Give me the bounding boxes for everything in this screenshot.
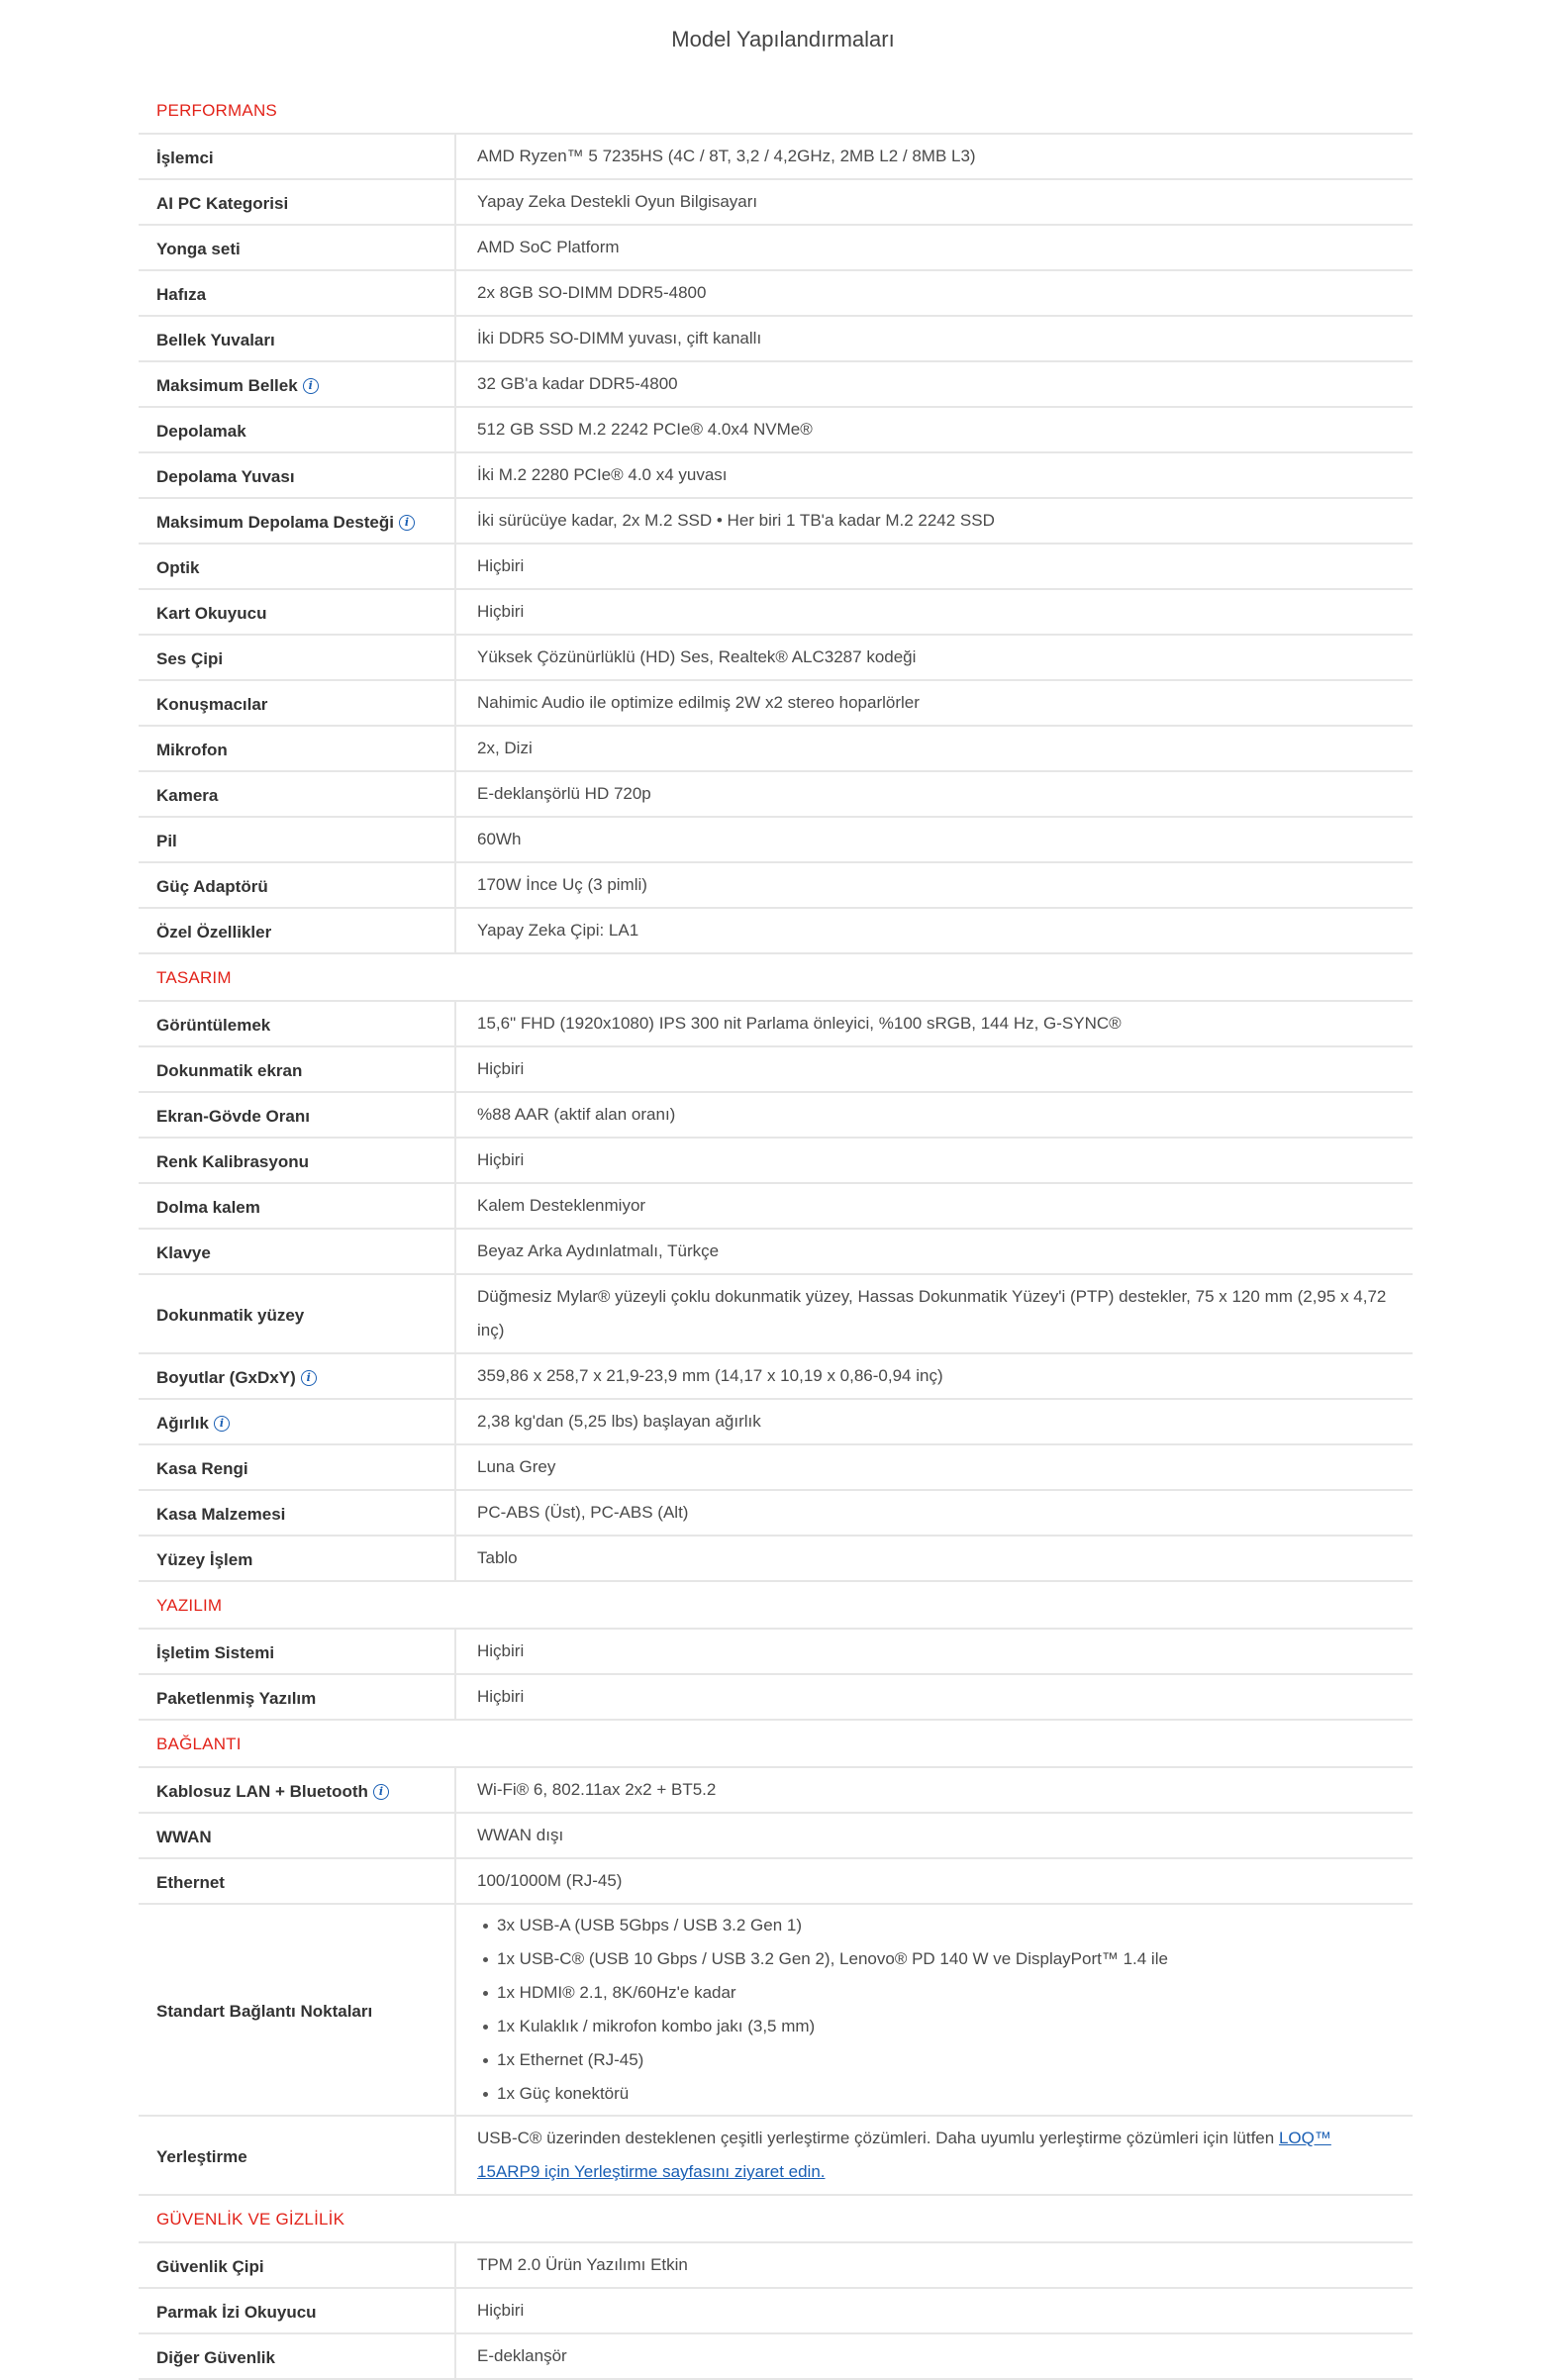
- spec-value: Beyaz Arka Aydınlatmalı, Türkçe: [477, 1241, 720, 1260]
- spec-label: [139, 1047, 456, 1091]
- spec-label-text: Yüzey İşlem: [156, 1550, 253, 1569]
- spec-value: Luna Grey: [477, 1457, 556, 1476]
- spec-label-text: Güvenlik Çipi: [156, 2257, 264, 2276]
- spec-label-text: Yonga seti: [156, 240, 241, 258]
- spec-value: WWAN dışı: [477, 1826, 564, 1844]
- spec-label: [139, 1093, 456, 1137]
- page-title: Model Yapılandırmaları: [671, 27, 895, 51]
- spec-value: 60Wh: [477, 830, 522, 848]
- section-security: [139, 2243, 1413, 2380]
- spec-label: [139, 499, 456, 543]
- spec-value: Yapay Zeka Çipi: LA1: [477, 921, 639, 940]
- spec-label-text: Dokunmatik ekran: [156, 1061, 303, 1080]
- spec-value: 170W İnce Uç (3 pimli): [477, 875, 647, 894]
- spec-label: [139, 1002, 456, 1045]
- spec-label-text: Mikrofon: [156, 741, 228, 759]
- spec-label: [139, 1400, 456, 1443]
- spec-label: [139, 727, 456, 770]
- spec-label-text: Ekran-Gövde Oranı: [156, 1107, 310, 1126]
- spec-value: Hiçbiri: [477, 556, 525, 575]
- spec-row: [139, 1139, 1413, 1184]
- spec-row: [139, 863, 1413, 909]
- spec-label: [139, 1675, 456, 1719]
- spec-value: İki sürücüye kadar, 2x M.2 SSD • Her biri 1 TB'a kadar M.2 2242 SSD: [477, 511, 995, 530]
- spec-label: Standart Bağlantı Noktaları: [139, 1905, 456, 2115]
- spec-row: [139, 909, 1413, 954]
- spec-value: 359,86 x 258,7 x 21,9-23,9 mm (14,17 x 10,19 x 0,86-0,94 inç): [477, 1366, 943, 1385]
- spec-value: 32 GB'a kadar DDR5-4800: [477, 374, 678, 393]
- spec-label-text: Görüntülemek: [156, 1016, 271, 1035]
- spec-row: [139, 1047, 1413, 1093]
- spec-label-text: Pil: [156, 832, 177, 850]
- list-item: 3x USB-A (USB 5Gbps / USB 3.2 Gen 1): [497, 1909, 1168, 1942]
- spec-row: [139, 317, 1413, 362]
- spec-label: [139, 772, 456, 816]
- spec-label: [139, 1814, 456, 1857]
- spec-row: [139, 362, 1413, 408]
- spec-value: İki M.2 2280 PCIe® 4.0 x4 yuvası: [477, 465, 728, 484]
- spec-value: 2,38 kg'dan (5,25 lbs) başlayan ağırlık: [477, 1412, 761, 1431]
- spec-value: Yüksek Çözünürlüklü (HD) Ses, Realtek® ALC3287 kodeği: [477, 647, 917, 666]
- spec-label-text: Kart Okuyucu: [156, 604, 267, 623]
- info-icon[interactable]: i: [303, 378, 319, 394]
- spec-value: [456, 2117, 1413, 2194]
- spec-row: [139, 1537, 1413, 1582]
- spec-value: Hiçbiri: [477, 602, 525, 621]
- info-icon[interactable]: i: [214, 1416, 230, 1432]
- spec-value: Nahimic Audio ile optimize edilmiş 2W x2 stereo hoparlörler: [477, 693, 920, 712]
- spec-label: [139, 2243, 456, 2287]
- spec-label-text: Hafıza: [156, 285, 207, 304]
- spec-row: [139, 1630, 1413, 1675]
- section-software: [139, 1630, 1413, 1721]
- spec-label-text: WWAN: [156, 1828, 212, 1846]
- spec-value: Hiçbiri: [477, 1687, 525, 1706]
- spec-value: İki DDR5 SO-DIMM yuvası, çift kanallı: [477, 329, 762, 347]
- section-design: [139, 1002, 1413, 1582]
- spec-value: 2x 8GB SO-DIMM DDR5-4800: [477, 283, 707, 302]
- spec-row: [139, 408, 1413, 453]
- section-heading-performance: PERFORMANS: [139, 87, 1413, 135]
- spec-label-text: Maksimum Depolama Desteği: [156, 513, 394, 532]
- list-item: 1x HDMI® 2.1, 8K/60Hz'e kadar: [497, 1976, 1168, 2010]
- spec-label: [139, 2289, 456, 2332]
- spec-label: [139, 1184, 456, 1228]
- spec-value: E-deklanşör: [477, 2346, 567, 2365]
- ports-list: [477, 1905, 1168, 2115]
- spec-label-text: Parmak İzi Okuyucu: [156, 2303, 317, 2322]
- section-heading-design: TASARIM: [139, 954, 1413, 1002]
- spec-label-text: Güç Adaptörü: [156, 877, 268, 896]
- spec-label: [139, 1491, 456, 1535]
- spec-label: [139, 1230, 456, 1273]
- spec-label: [139, 1354, 456, 1398]
- spec-row: [139, 818, 1413, 863]
- spec-row-docking: [139, 2117, 1413, 2196]
- spec-label-text: Konuşmacılar: [156, 695, 268, 714]
- spec-label-text: AI PC Kategorisi: [156, 194, 289, 213]
- spec-label-text: Optik: [156, 558, 200, 577]
- spec-value: Hiçbiri: [477, 2301, 525, 2320]
- spec-row: [139, 1275, 1413, 1354]
- spec-label-text: Dokunmatik yüzey: [156, 1306, 305, 1325]
- section-performance: [139, 135, 1413, 954]
- spec-row: [139, 636, 1413, 681]
- spec-value: 15,6" FHD (1920x1080) IPS 300 nit Parlama önleyici, %100 sRGB, 144 Hz, G-SYNC®: [477, 1014, 1122, 1033]
- spec-label: [139, 681, 456, 725]
- spec-label: [139, 317, 456, 360]
- section-heading-software: YAZILIM: [139, 1582, 1413, 1630]
- spec-value: Hiçbiri: [477, 1641, 525, 1660]
- spec-row: [139, 2334, 1413, 2380]
- spec-label: [139, 1768, 456, 1812]
- spec-label: [139, 1139, 456, 1182]
- spec-label: [139, 1537, 456, 1580]
- spec-row: [139, 1400, 1413, 1445]
- spec-row: [139, 681, 1413, 727]
- section-heading-security: GÜVENLİK VE GİZLİLİK: [139, 2196, 1413, 2243]
- spec-row: [139, 271, 1413, 317]
- spec-label: [139, 1445, 456, 1489]
- spec-label: [139, 453, 456, 497]
- spec-label-text: Ağırlık: [156, 1414, 209, 1433]
- spec-label: [139, 636, 456, 679]
- spec-value: [456, 1905, 1413, 2115]
- section-connectivity: [139, 1768, 1413, 1905]
- spec-label-text: Bellek Yuvaları: [156, 331, 275, 349]
- spec-label-text: Klavye: [156, 1243, 211, 1262]
- spec-label: [139, 1859, 456, 1903]
- list-item: 1x USB-C® (USB 10 Gbps / USB 3.2 Gen 2), Lenovo® PD 140 W ve DisplayPort™ 1.4 ile: [497, 1942, 1168, 1976]
- spec-row: [139, 2289, 1413, 2334]
- spec-label-text: İşlemci: [156, 149, 214, 167]
- spec-label-text: Renk Kalibrasyonu: [156, 1152, 309, 1171]
- docking-page-link[interactable]: LOQ™ 15ARP9 için Yerleştirme sayfasını ziyaret edin.: [477, 2129, 1331, 2181]
- spec-value: AMD Ryzen™ 5 7235HS (4C / 8T, 3,2 / 4,2GHz, 2MB L2 / 8MB L3): [477, 147, 976, 165]
- spec-value: Hiçbiri: [477, 1059, 525, 1078]
- spec-label: [139, 909, 456, 952]
- spec-value: 512 GB SSD M.2 2242 PCIe® 4.0x4 NVMe®: [477, 420, 813, 439]
- spec-row: [139, 1491, 1413, 1537]
- spec-value: 2x, Dizi: [477, 739, 533, 757]
- spec-row: [139, 1859, 1413, 1905]
- spec-label: [139, 408, 456, 451]
- spec-row: [139, 226, 1413, 271]
- spec-value: E-deklanşörlü HD 720p: [477, 784, 651, 803]
- spec-value: Yapay Zeka Destekli Oyun Bilgisayarı: [477, 192, 758, 211]
- spec-label-text: Ses Çipi: [156, 649, 224, 668]
- spec-label: [139, 1275, 456, 1352]
- spec-label: [139, 1630, 456, 1673]
- spec-row: [139, 1768, 1413, 1814]
- spec-label-text: Kasa Rengi: [156, 1459, 248, 1478]
- spec-row: [139, 545, 1413, 590]
- spec-row: [139, 180, 1413, 226]
- spec-value: %88 AAR (aktif alan oranı): [477, 1105, 676, 1124]
- spec-label-text: Kamera: [156, 786, 219, 805]
- spec-row: [139, 1354, 1413, 1400]
- list-item: 1x Ethernet (RJ-45): [497, 2043, 1168, 2077]
- spec-label-text: Depolamak: [156, 422, 246, 441]
- spec-label: [139, 545, 456, 588]
- spec-label-text: Diğer Güvenlik: [156, 2348, 275, 2367]
- spec-label: [139, 590, 456, 634]
- spec-label: [139, 271, 456, 315]
- spec-value: Wi-Fi® 6, 802.11ax 2x2 + BT5.2: [477, 1780, 717, 1799]
- spec-row: [139, 2243, 1413, 2289]
- spec-label-text: Dolma kalem: [156, 1198, 260, 1217]
- section-heading-connectivity: BAĞLANTI: [139, 1721, 1413, 1768]
- spec-value: TPM 2.0 Ürün Yazılımı Etkin: [477, 2255, 688, 2274]
- spec-value: 100/1000M (RJ-45): [477, 1871, 623, 1890]
- spec-label: [139, 135, 456, 178]
- spec-row: [139, 499, 1413, 545]
- spec-label-text: Boyutlar (GxDxY): [156, 1368, 296, 1387]
- spec-label-text: Depolama Yuvası: [156, 467, 295, 486]
- spec-row: [139, 1445, 1413, 1491]
- spec-row: [139, 772, 1413, 818]
- spec-label-text: Ethernet: [156, 1873, 225, 1892]
- list-item: 1x Kulaklık / mikrofon kombo jakı (3,5 mm): [497, 2010, 1168, 2043]
- info-icon[interactable]: i: [373, 1784, 389, 1800]
- spec-label-text: Özel Özellikler: [156, 923, 272, 942]
- spec-label: [139, 818, 456, 861]
- spec-value: AMD SoC Platform: [477, 238, 620, 256]
- spec-row: [139, 1814, 1413, 1859]
- spec-label-text: İşletim Sistemi: [156, 1643, 275, 1662]
- spec-value: Hiçbiri: [477, 1150, 525, 1169]
- spec-label-text: Kablosuz LAN + Bluetooth: [156, 1782, 368, 1801]
- spec-value: PC-ABS (Üst), PC-ABS (Alt): [477, 1503, 689, 1522]
- spec-value: Düğmesiz Mylar® yüzeyli çoklu dokunmatik yüzey, Hassas Dokunmatik Yüzey'i (PTP) destekler, 75 x 120 mm (2,95 x 4,72 inç): [477, 1287, 1387, 1339]
- spec-row: [139, 1675, 1413, 1721]
- spec-row-ports: [139, 1905, 1413, 2117]
- docking-text: USB-C® üzerinden desteklenen çeşitli yerleştirme çözümleri. Daha uyumlu yerleştirme çözümleri için lütfen: [477, 2129, 1279, 2147]
- spec-row: [139, 453, 1413, 499]
- spec-label-text: Kasa Malzemesi: [156, 1505, 286, 1524]
- spec-row: [139, 1093, 1413, 1139]
- spec-value: Kalem Desteklenmiyor: [477, 1196, 646, 1215]
- info-icon[interactable]: i: [399, 515, 415, 531]
- spec-label-text: Maksimum Bellek: [156, 376, 298, 395]
- spec-label: [139, 226, 456, 269]
- spec-row: [139, 727, 1413, 772]
- info-icon[interactable]: i: [301, 1370, 317, 1386]
- spec-label: [139, 362, 456, 406]
- spec-row: [139, 1230, 1413, 1275]
- spec-label: [139, 863, 456, 907]
- spec-label: [139, 180, 456, 224]
- spec-row: [139, 1184, 1413, 1230]
- spec-label-text: Paketlenmiş Yazılım: [156, 1689, 317, 1708]
- spec-table: [139, 87, 1413, 2380]
- spec-row: [139, 135, 1413, 180]
- spec-row: [139, 590, 1413, 636]
- spec-label: [139, 2334, 456, 2378]
- spec-label: Yerleştirme: [139, 2117, 456, 2194]
- spec-value: Tablo: [477, 1548, 518, 1567]
- spec-row: [139, 1002, 1413, 1047]
- list-item: 1x Güç konektörü: [497, 2077, 1168, 2111]
